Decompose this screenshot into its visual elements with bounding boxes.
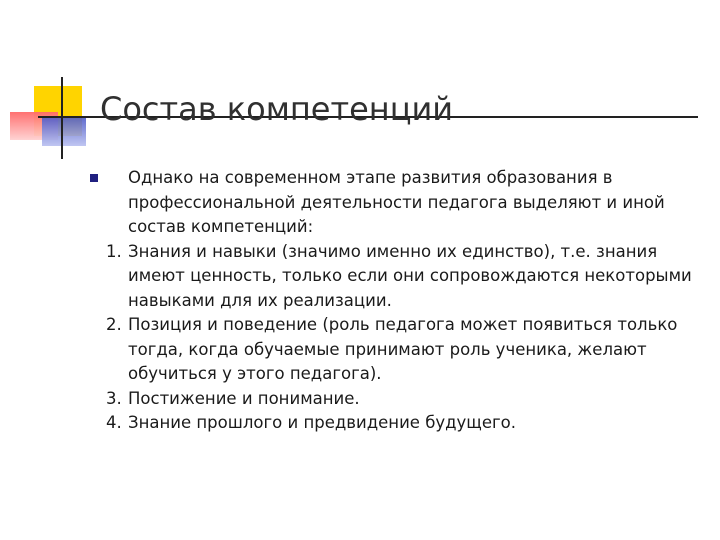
list-item-number: 4. [106, 413, 122, 432]
list-item-text: Знание прошлого и предвидение будущего. [128, 413, 517, 432]
list-item-number: 1. [106, 241, 122, 261]
list-item-text: Знания и навыки (значимо именно их единство), т.е. знания имеют ценность, только если они сопровождаются некоторыми навыками для их реализации. [128, 241, 692, 310]
decorative-logo-block [0, 0, 110, 170]
list-item-text: Постижение и понимание. [128, 388, 360, 408]
slide-body [92, 166, 692, 436]
list-item [92, 387, 692, 412]
list-item-number: 2. [106, 315, 122, 334]
list-item-text: Позиция и поведение (роль педагога может появиться только тогда, когда обучаемые принимают роль ученика, желают обучиться у этого педагога). [128, 315, 678, 383]
list-item [92, 411, 692, 436]
intro-text: Однако на современном этапе развития образования в профессиональной деятельности педагога выделяют и иной состав компетенций: [128, 168, 665, 236]
vertical-rule [61, 77, 63, 159]
intro-paragraph [92, 166, 692, 240]
list-item [92, 240, 692, 314]
slide-title: Состав компетенций [100, 90, 454, 128]
list-item-number: 3. [106, 388, 122, 408]
square-bullet-icon [90, 174, 98, 182]
blue-square [42, 116, 86, 146]
list-item [92, 313, 692, 387]
